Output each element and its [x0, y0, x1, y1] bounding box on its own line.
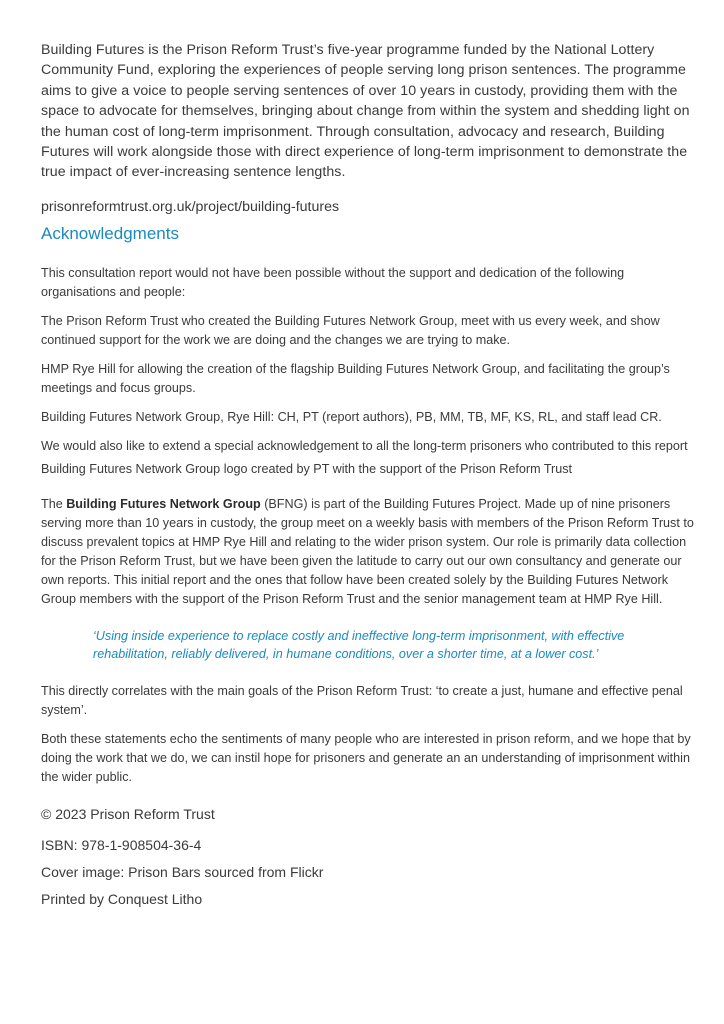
bfng-bold-name: Building Futures Network Group	[66, 496, 261, 511]
bfng-rest: (BFNG) is part of the Building Futures Project. Made up of nine prisoners serving more than 10 years in custody, the group meet on a weekly basis with members of the Prison Reform Trust to discuss prevalent topics at HMP Rye Hill and relating to the wider prison system. Our role is primarily data collection for the Prison Reform Trust, but we have been given the latitude to carry out our own consultancy and generate our own reports. This initial report and the ones that follow have been created solely by the Building Futures Network Group members with the support of the Prison Reform Trust and the senior management team at HMP Rye Hill.	[41, 496, 694, 606]
correlates-paragraph: This directly correlates with the main goals of the Prison Reform Trust: ‘to create a just, humane and effective penal system’.	[41, 683, 683, 717]
isbn-line: ISBN: 978-1-908504-36-4	[41, 836, 202, 853]
ack-paragraph-rye-hill: HMP Rye Hill for allowing the creation of the flagship Building Futures Network Group, and facilitating the group’s meetings and focus groups.	[41, 361, 670, 395]
ack-paragraph-prt: The Prison Reform Trust who created the Building Futures Network Group, meet with us every week, and show continued support for the work we are doing and the changes we are trying to make.	[41, 313, 660, 347]
mission-quote: ‘Using inside experience to replace costly and ineffective long-term imprisonment, with effective rehabilitation, reliably delivered, in humane conditions, over a shorter time, at a lower cost.’	[93, 628, 625, 662]
acknowledgments-heading: Acknowledgments	[41, 223, 179, 243]
ack-paragraph-prisoners: We would also like to extend a special acknowledgement to all the long-term prisoners who contributed to this report	[41, 438, 688, 453]
statements-paragraph: Both these statements echo the sentiments of many people who are interested in prison reform, and we hope that by doing the work that we do, we can instil hope for prisoners and generate an an understanding of imprisonment within the wider public.	[41, 731, 691, 784]
ack-paragraph-intro: This consultation report would not have been possible without the support and dedication of the following organisations and people:	[41, 265, 625, 299]
bfng-paragraph	[41, 495, 696, 609]
ack-paragraph-logo: Building Futures Network Group logo created by PT with the support of the Prison Reform Trust	[41, 461, 573, 476]
copyright-line: © 2023 Prison Reform Trust	[41, 805, 215, 822]
printer-credit: Printed by Conquest Litho	[41, 890, 203, 907]
project-url[interactable]: prisonreformtrust.org.uk/project/building-futures	[41, 198, 340, 215]
cover-image-credit: Cover image: Prison Bars sourced from Flickr	[41, 863, 324, 880]
intro-paragraph: Building Futures is the Prison Reform Trust’s five-year programme funded by the National Lottery Community Fund, exploring the experiences of people serving long prison sentences. The programme aims to give a voice to people serving sentences of over 10 years in custody, providing them with the space to advocate for themselves, bringing about change from within the system and shedding light on the human cost of long-term imprisonment. Through consultation, advocacy and research, Building Futures will work alongside those with direct experience of long-term imprisonment to demonstrate the true impact of ever-increasing sentence lengths.	[41, 42, 690, 181]
bfng-prefix: The	[41, 496, 67, 511]
document-page	[41, 40, 696, 908]
ack-paragraph-network-group: Building Futures Network Group, Rye Hill: CH, PT (report authors), PB, MM, TB, MF, KS, RL, and staff lead CR.	[41, 409, 662, 424]
